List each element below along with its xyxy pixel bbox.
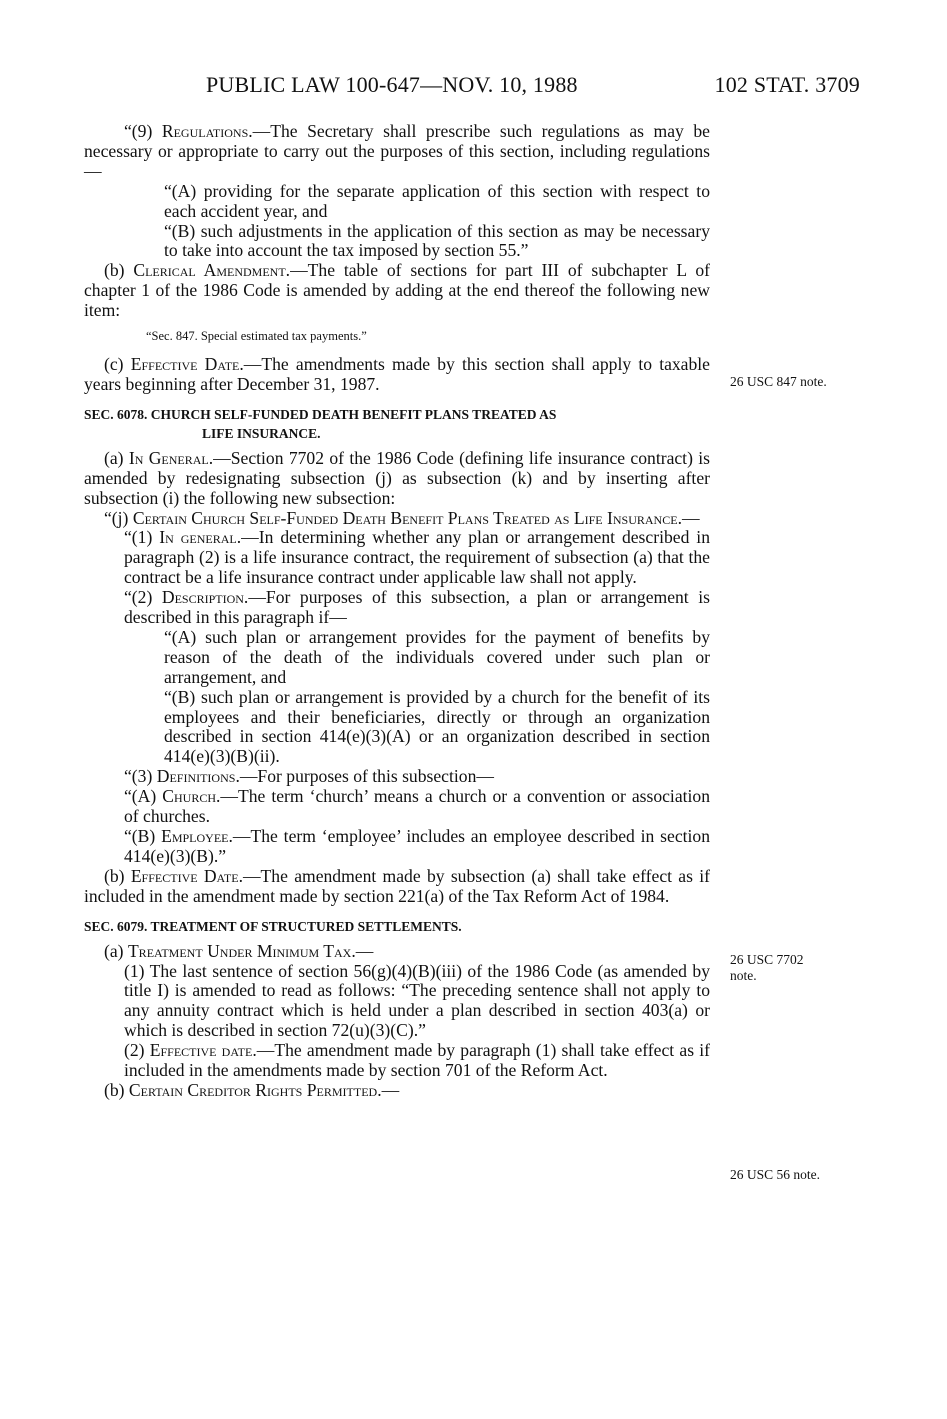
running-header xyxy=(84,72,860,104)
paragraph-j2: “(2) Description.—For purposes of this subsection, a plan or arrangement is described in this paragraph if— xyxy=(124,587,710,628)
margin-note-847: 26 USC 847 note. xyxy=(730,374,827,389)
paragraph-j2a: “(A) such plan or arrangement provides for the payment of benefits by reason of the death of the individuals covered under such plan or arrangement, and xyxy=(164,626,710,687)
clerical-item: “Sec. 847. Special estimated tax payments.” xyxy=(146,329,367,344)
paragraph-j1: “(1) In general.—In determining whether any plan or arrangement described in paragraph (2) is a life insurance contract, the requirement of subsection (a) that the contract be a life insurance contract under applicable law shall not apply. xyxy=(124,527,710,588)
header-title: PUBLIC LAW 100-647—NOV. 10, 1988 xyxy=(206,72,578,97)
section-6079-heading: SEC. 6079. TREATMENT OF STRUCTURED SETTLEMENTS. xyxy=(84,918,462,934)
section-6079-a2: (2) Effective date.—The amendment made by paragraph (1) shall take effect as if included in the amendments made by section 701 of the Reform Act. xyxy=(124,1040,710,1081)
paragraph-9a-text: “(A) providing for the separate application of this section with respect to each accident year, and xyxy=(164,180,710,221)
paragraph-j3: “(3) Definitions.—For purposes of this subsection— xyxy=(124,766,494,787)
subsection-c-effective-date: (c) Effective Date.—The amendments made by this section shall apply to taxable years beginning after December 31, 1987. xyxy=(84,353,710,394)
paragraph-j3b: “(B) Employee.—The term ‘employee’ includes an employee described in section 414(e)(3)(B).” xyxy=(124,826,710,866)
paragraph-j2b: “(B) such plan or arrangement is provided by a church for the benefit of its employees and their beneficiaries, directly or through an organization described in section 414(e)(3)(A) or an organization described in section 414(e)(3)(B)(ii). xyxy=(164,686,710,767)
paragraph-9b: “(B) such adjustments in the application of this section as may be necessary to take into account the tax imposed by section 55.” xyxy=(164,220,710,261)
document-body xyxy=(84,122,710,1101)
section-6078-heading: SEC. 6078. CHURCH SELF-FUNDED DEATH BENEFIT PLANS TREATED AS LIFE INSURANCE. xyxy=(84,406,557,441)
subsection-j-heading: “(j) Certain Church Self-Funded Death Benefit Plans Treated as Life Insurance.— xyxy=(104,507,700,528)
paragraph-j3a: “(A) Church.—The term ‘church’ means a church or a convention or association of churches. xyxy=(124,786,710,827)
section-6079-b: (b) Certain Creditor Rights Permitted.— xyxy=(104,1079,400,1100)
paragraph-9-regulations: “(9) Regulations.—The Secretary shall prescribe such regulations as may be necessary or appropriate to carry out the purposes of this section, including regulations— xyxy=(84,121,710,181)
section-6078-a: (a) In General.—Section 7702 of the 1986 Code (defining life insurance contract) is amended by redesignating subsection (j) as subsection (k) and by inserting after subsection (i) the following new subsection: xyxy=(84,447,710,508)
margin-note-7702: 26 USC 7702 note. xyxy=(730,952,804,983)
subsection-b-clerical: (b) Clerical Amendment.—The table of sections for part III of subchapter L of chapter 1 of the 1986 Code is amended by adding at the end thereof the following new item: xyxy=(84,260,711,321)
section-6079-a: (a) Treatment Under Minimum Tax.— xyxy=(104,940,374,961)
section-6078-b: (b) Effective Date.—The amendment made by subsection (a) shall take effect as if included in the amendment made by section 221(a) of the Tax Reform Act of 1984. xyxy=(84,865,710,906)
header-page-number: 102 STAT. 3709 xyxy=(714,72,860,97)
section-6079-a1: (1) The last sentence of section 56(g)(4)(B)(iii) of the 1986 Code (as amended by title I) is amended to read as follows: “The preceding sentence shall not apply to any annuity contract which is held under a plan described in section 403(a) or which is described in section 72(u)(3)(C).” xyxy=(124,960,710,1041)
margin-note-56: 26 USC 56 note. xyxy=(730,1167,821,1182)
